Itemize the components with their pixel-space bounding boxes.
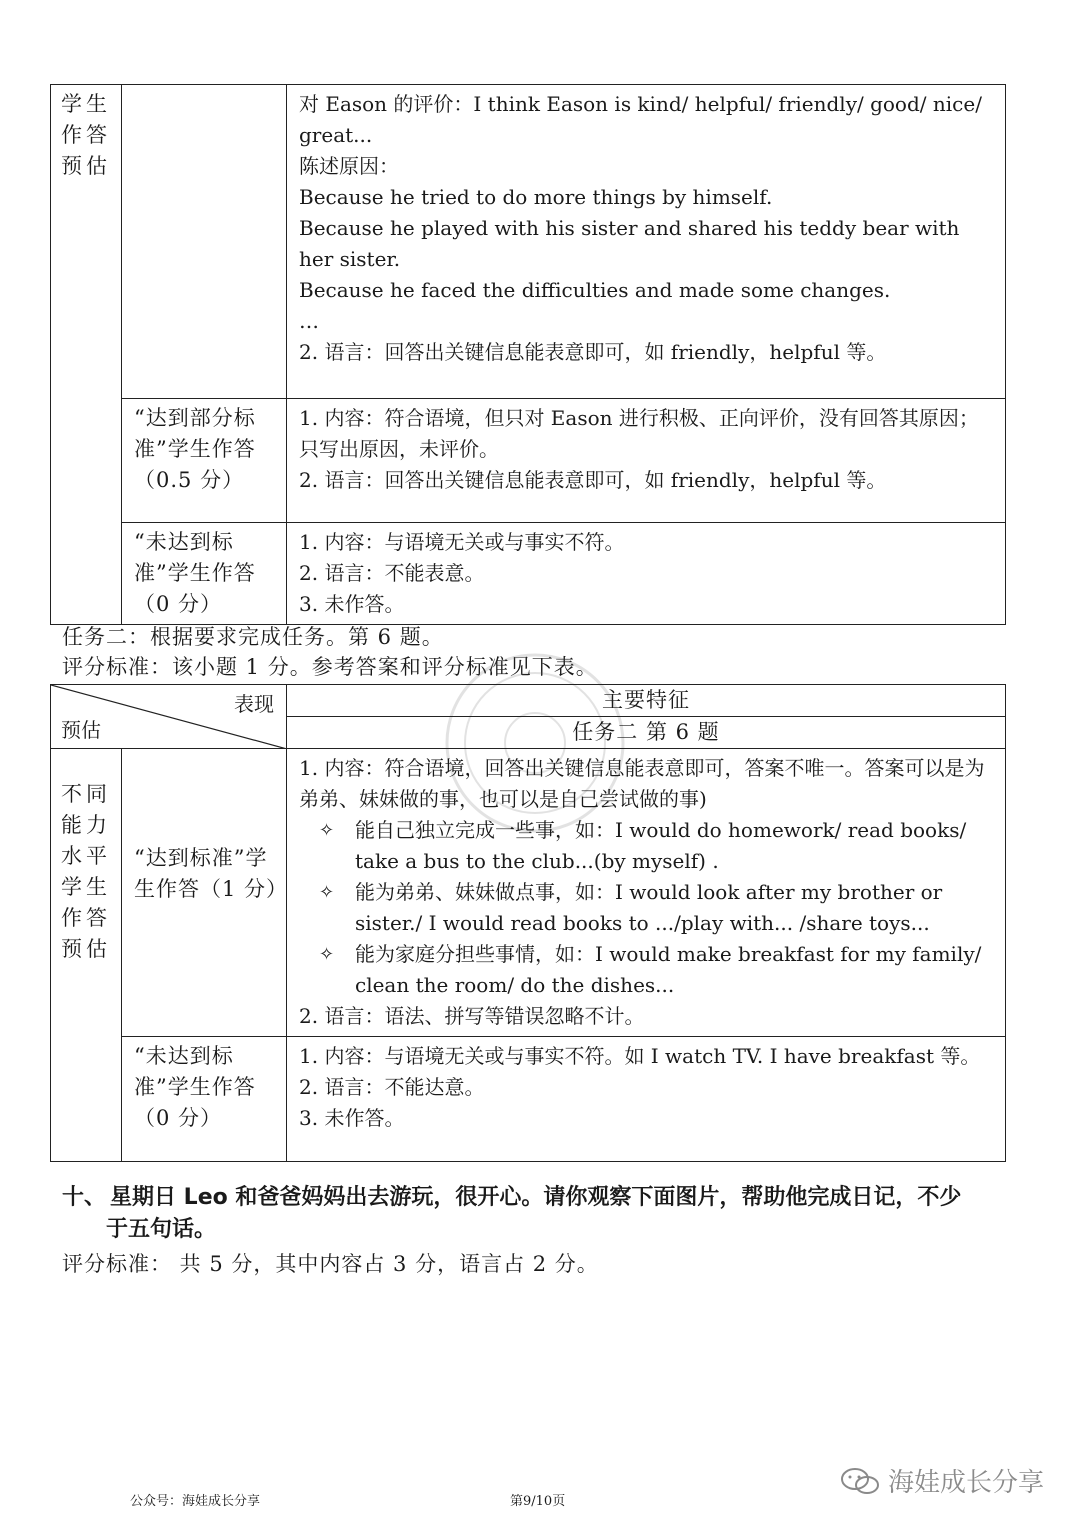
section-10-title: 十、 星期日 Leo 和爸爸妈妈出去游玩，很开心。请你观察下面图片，帮助他完成日记，不少 于五句话。 [62, 1185, 962, 1242]
wechat-icon [840, 1466, 880, 1496]
scoring-table-task1 [50, 84, 1006, 625]
section-10-scoring: 评分标准： 共 5 分，其中内容占 3 分，语言占 2 分。 [62, 1252, 599, 1276]
content-line: 2. 语言：不能达意。 [299, 1075, 485, 1099]
task2-scoring: 评分标准：该小题 1 分。参考答案和评分标准见下表。 [62, 655, 598, 679]
partial-label: “达到部分标准”学生作答（0.5 分） [122, 399, 287, 523]
content-line: 陈述原因： [299, 154, 399, 178]
content-line: 2. 语言：不能表意。 [299, 561, 485, 585]
content-line: 对 Eason 的评价：I think Eason is kind/ helpful/ friendly/ good/ nice/ great... [299, 92, 982, 147]
fail-content [287, 523, 1006, 625]
fail-content [287, 1037, 1006, 1162]
content-line: 3. 未作答。 [299, 1106, 405, 1130]
full-score-content [287, 85, 1006, 399]
page-number: 第9/10页 [510, 1494, 566, 1509]
corner-bottom: 预估 [61, 718, 101, 742]
content-line: 2. 语言：回答出关键信息能表意即可，如 friendly，helpful 等。 [299, 340, 887, 364]
footer-account: 公众号：海娃成长分享 [130, 1494, 261, 1509]
bullet-item: ✧ 能为家庭分担些事情，如：I would make breakfast for my family/ clean the room/ do the dishes... [299, 939, 995, 1001]
content-line: 1. 内容：与语境无关或与事实不符。如 I watch TV. I have breakfast 等。 [299, 1044, 981, 1068]
side-label: 不同能力水平学生作答预估 [51, 749, 122, 1162]
watermark: 海娃成长分享 [840, 1462, 1044, 1499]
content-line: Because he tried to do more things by himself. [299, 185, 773, 209]
diamond-star-icon: ✧ [319, 944, 335, 965]
scoring-table-task2 [50, 684, 1006, 1162]
empty-cell [122, 85, 287, 399]
corner-top: 表现 [234, 692, 274, 716]
bullet-item: ✧ 能自己独立完成一些事，如：I would do homework/ read books/ take a bus to the club...(by myself) . [299, 815, 995, 877]
content-line: Because he faced the difficulties and made some changes. [299, 278, 891, 302]
content-line: Because he played with his sister and shared his teddy bear with her sister. [299, 216, 960, 271]
fail-label: “未达到标准”学生作答（0 分） [122, 523, 287, 625]
diamond-star-icon: ✧ [319, 820, 335, 841]
content-line: 2. 语言：回答出关键信息能表意即可，如 friendly，helpful 等。 [299, 468, 887, 492]
fail-label: “未达到标准”学生作答（0 分） [122, 1037, 287, 1162]
header-main: 主要特征 [287, 685, 1006, 717]
content-line: 3. 未作答。 [299, 592, 405, 616]
partial-content [287, 399, 1006, 523]
corner-header [51, 685, 287, 749]
content-line: 1. 内容：符合语境，回答出关键信息能表意即可，答案不唯一。答案可以是为弟弟、妹妹做的事，也可以是自己尝试做的事) [299, 756, 985, 811]
content-line: 2. 语言：语法、拼写等错误忽略不计。 [299, 1004, 645, 1028]
bullet-item: ✧ 能为弟弟、妹妹做点事，如：I would look after my brother or sister./ I would read books to .../play with... /share toys... [299, 877, 995, 939]
header-sub: 任务二 第 6 题 [287, 717, 1006, 749]
content-line: 1. 内容：与语境无关或与事实不符。 [299, 530, 625, 554]
pass-content [287, 749, 1006, 1037]
pass-label: “达到标准”学生作答（1 分） [122, 749, 287, 1037]
content-line: … [299, 309, 319, 333]
content-line: 1. 内容：符合语境，但只对 Eason 进行积极、正向评价，没有回答其原因；只写出原因，未评价。 [299, 406, 979, 461]
task2-title: 任务二：根据要求完成任务。第 6 题。 [62, 625, 444, 649]
row-label: 学生作答预估 [51, 85, 122, 625]
diamond-star-icon: ✧ [319, 882, 335, 903]
